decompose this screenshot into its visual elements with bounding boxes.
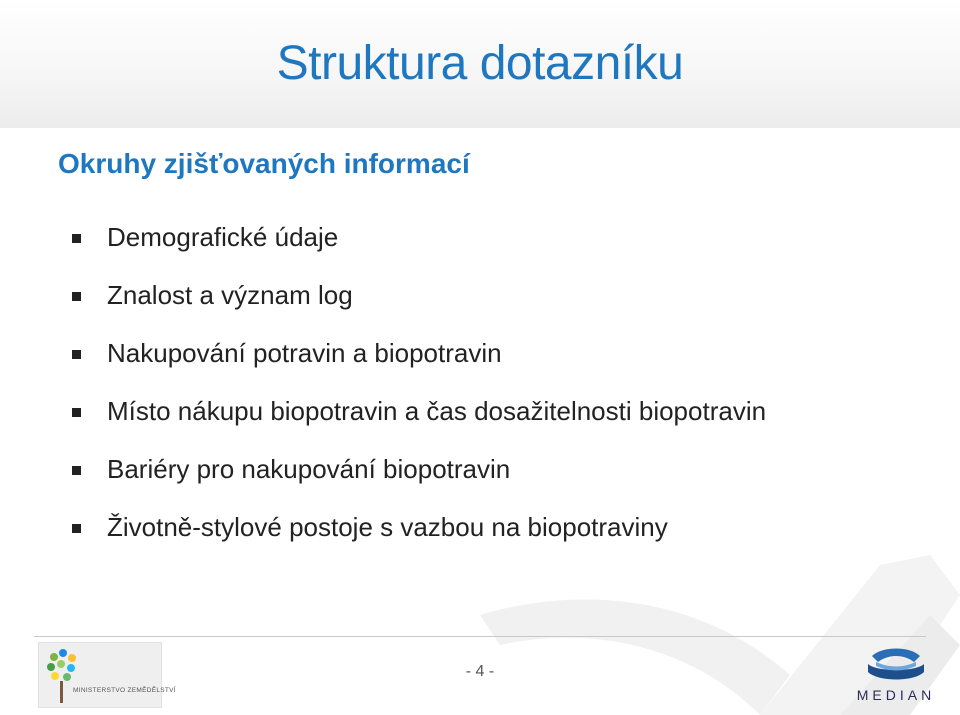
section-heading: Okruhy zjišťovaných informací [58, 148, 470, 179]
bullet-text: Nakupování potravin a biopotravin [107, 338, 502, 368]
bullet-text: Znalost a význam log [107, 280, 353, 310]
median-logo [846, 642, 946, 708]
list-item [72, 280, 766, 338]
median-ribbon-icon [846, 642, 946, 686]
bullet-list [72, 222, 766, 570]
bullet-text: Životně-stylové postoje s vazbou na biopotraviny [107, 512, 668, 542]
square-bullet-icon [72, 234, 81, 243]
bullet-text: Bariéry pro nakupování biopotravin [107, 454, 511, 484]
bullet-text: Demografické údaje [107, 222, 339, 252]
list-item [72, 222, 766, 280]
list-item [72, 338, 766, 396]
square-bullet-icon [72, 466, 81, 475]
square-bullet-icon [72, 292, 81, 301]
bullet-text: Místo nákupu biopotravin a čas dosažitelnosti biopotravin [107, 396, 767, 426]
ministry-name: MINISTERSTVO ZEMĚDĚLSTVÍ [73, 687, 176, 694]
list-item [72, 512, 766, 570]
footer-divider [34, 636, 926, 637]
page-number: - 4 - [465, 663, 495, 680]
list-item [72, 454, 766, 512]
median-wordmark: MEDIAN [856, 687, 936, 703]
list-item [72, 396, 766, 454]
tree-logo-icon [45, 647, 79, 705]
ministry-logo [38, 642, 176, 708]
square-bullet-icon [72, 350, 81, 359]
slide-title: Struktura dotazníku [276, 37, 684, 90]
square-bullet-icon [72, 408, 81, 417]
square-bullet-icon [72, 524, 81, 533]
